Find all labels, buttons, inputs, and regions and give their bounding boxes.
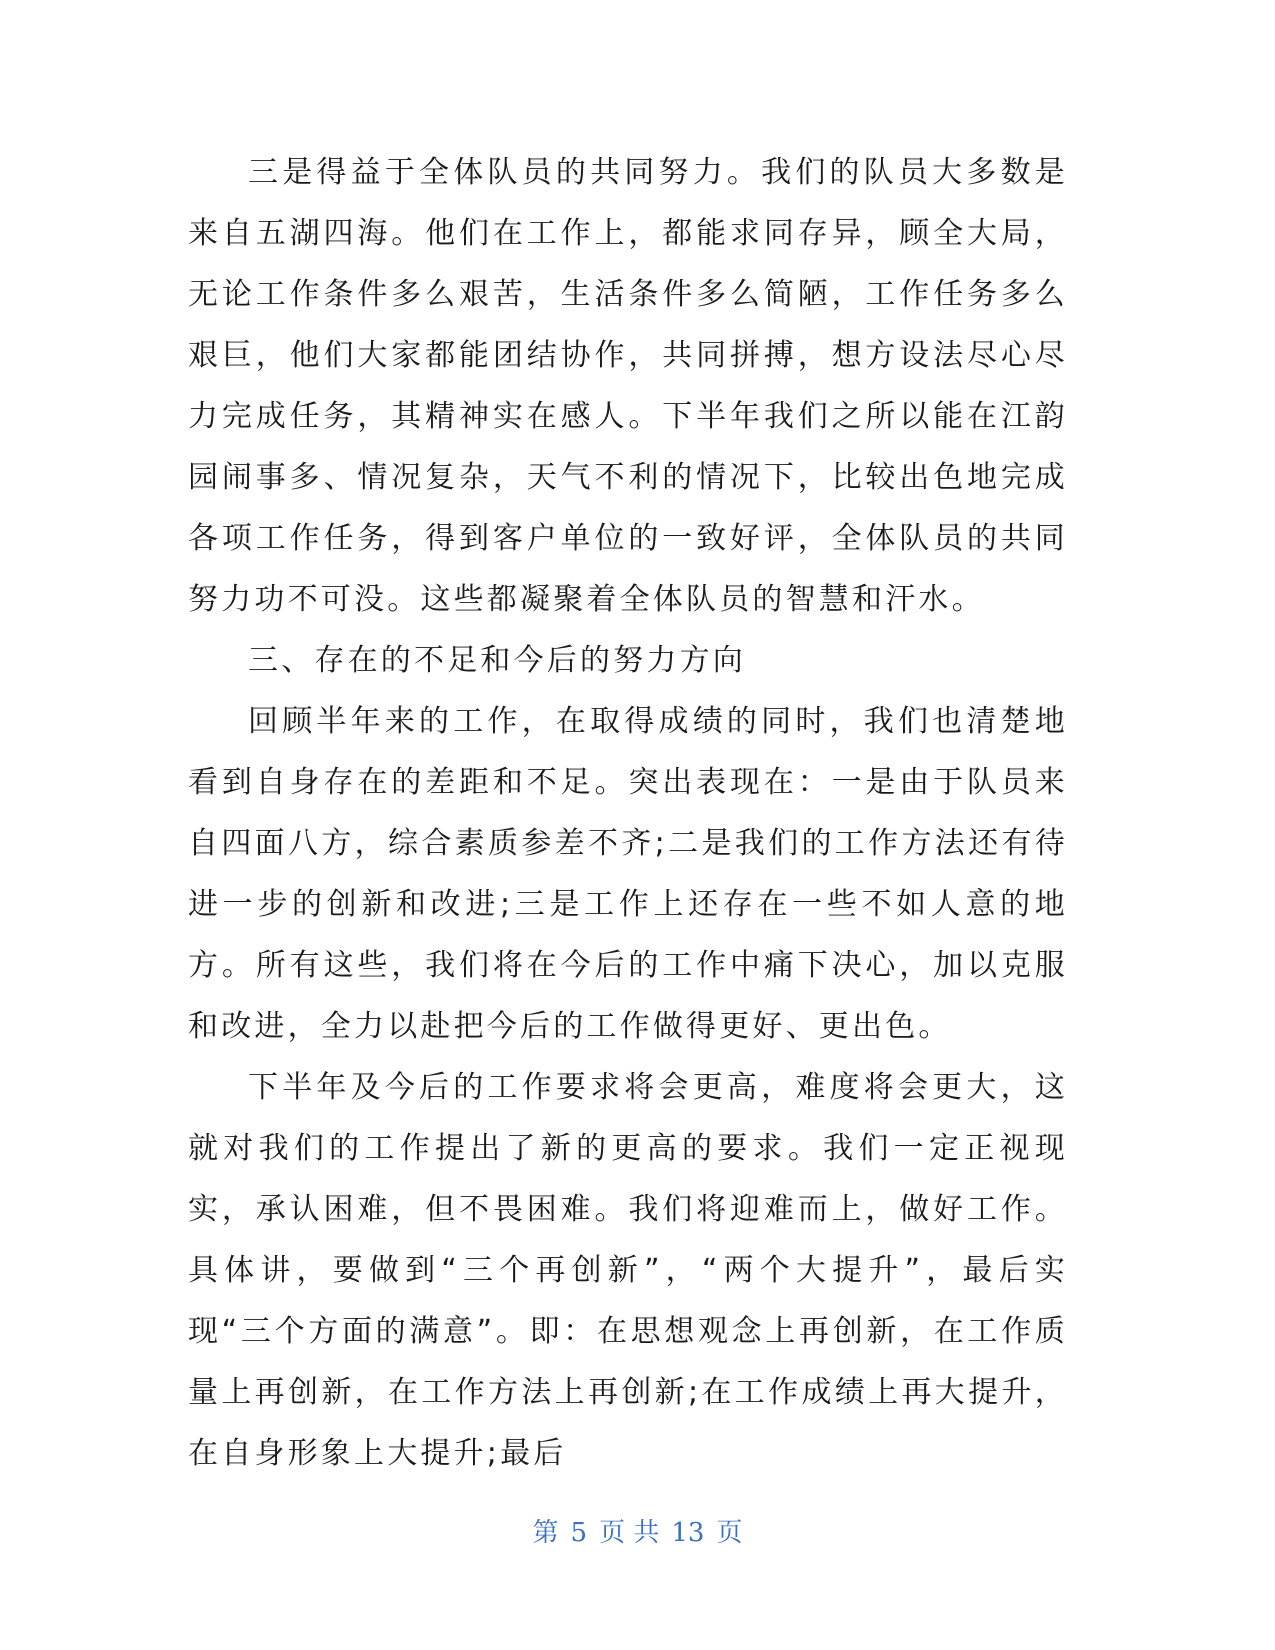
page-number-footer bbox=[0, 1516, 1275, 1550]
document-body bbox=[188, 142, 1068, 1484]
paragraph-review: 回顾半年来的工作，在取得成绩的同时，我们也清楚地看到自身存在的差距和不足。突出表现在：一是由于队员来自四面八方，综合素质参差不齐;二是我们的工作方法还有待进一步的创新和改进;三是工作上还存在一些不如人意的地方。所有这些，我们将在今后的工作中痛下决心，加以克服和改进，全力以赴把今后的工作做得更好、更出色。 bbox=[188, 704, 1068, 1044]
section-heading-shortcomings: 三、存在的不足和今后的努力方向 bbox=[248, 643, 746, 678]
paragraph-team-effort: 三是得益于全体队员的共同努力。我们的队员大多数是来自五湖四海。他们在工作上，都能求同存异，顾全大局，无论工作条件多么艰苦，生活条件多么简陋，工作任务多么艰巨，他们大家都能团结协作，共同拼搏，想方设法尽心尽力完成任务，其精神实在感人。下半年我们之所以能在江韵园闹事多、情况复杂，天气不利的情况下，比较出色地完成各项工作任务，得到客户单位的一致好评，全体队员的共同努力功不可没。这些都凝聚着全体队员的智慧和汗水。 bbox=[188, 155, 1068, 617]
footer-middle: 页 共 bbox=[599, 1518, 660, 1548]
footer-current-page: 5 bbox=[570, 1518, 588, 1548]
footer-prefix: 第 bbox=[532, 1518, 559, 1548]
paragraph-future-work: 下半年及今后的工作要求将会更高，难度将会更大，这就对我们的工作提出了新的更高的要求。我们一定正视现实，承认困难，但不畏困难。我们将迎难而上，做好工作。具体讲，要做到“三个再创新”，“两个大提升”，最后实现“三个方面的满意”。即：在思想观念上再创新，在工作质量上再创新，在工作方法上再创新;在工作成绩上再大提升，在自身形象上大提升;最后 bbox=[188, 1070, 1068, 1471]
footer-suffix: 页 bbox=[716, 1518, 743, 1548]
footer-total-pages: 13 bbox=[671, 1518, 705, 1548]
